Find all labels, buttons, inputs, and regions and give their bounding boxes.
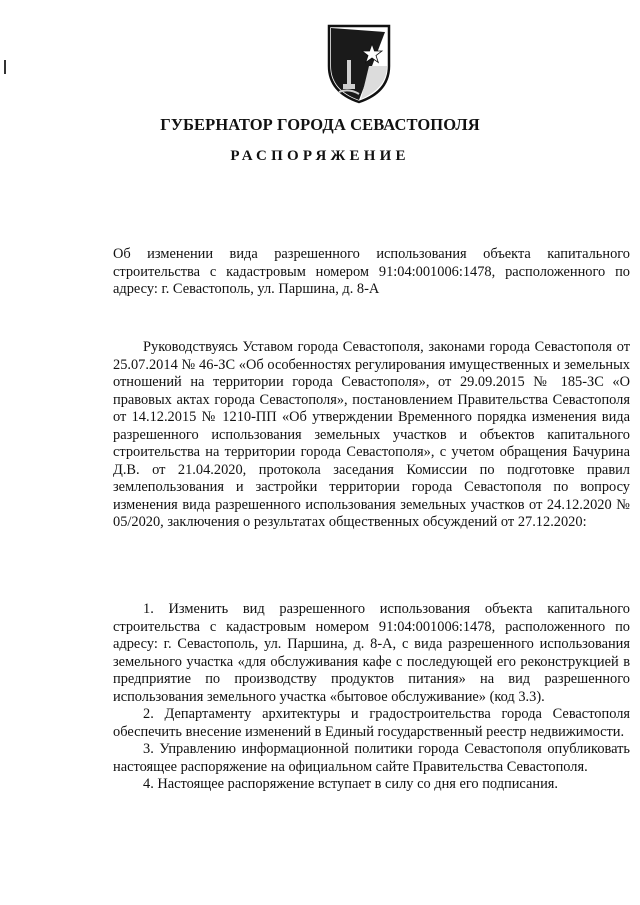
- resolution-item-1: 1. Изменить вид разрешенного использования объекта капитального строительства с кадастровым номером 91:04:001006:1478, расположенного по адресу: г. Севастополь, ул. Паршина, д. 8-А, с вида разрешенного использования земельного участка «для обслуживания кафе с последующей его реконструкцией в предприятие по производству продуктов питания» на вид разрешенного использования земельного участка «бытовое обслуживание» (код 3.3).: [113, 601, 630, 705]
- document-type: РАСПОРЯЖЕНИЕ: [230, 148, 410, 164]
- preamble-block: [113, 339, 630, 532]
- resolution-item-3: 3. Управлению информационной политики города Севастополя опубликовать настоящее распоряжение на официальном сайте Правительства Севастополя.: [113, 741, 630, 775]
- issuer-title: ГУБЕРНАТОР ГОРОДА СЕВАСТОПОЛЯ: [160, 115, 480, 134]
- resolution-items: [113, 601, 630, 794]
- resolution-item-2: 2. Департаменту архитектуры и градостроительства города Севастополя обеспечить внесение изменений в Единый государственный реестр недвижимости.: [113, 706, 630, 740]
- coat-of-arms-emblem: [325, 22, 393, 104]
- scan-edge-mark: [4, 60, 6, 74]
- preamble-text: Руководствуясь Уставом города Севастополя, законами города Севастополя от 25.07.2014 № 46-ЗС «Об особенностях регулирования имущественных и земельных отношений на территории города Севастополя», от 29.09.2015 № 185-ЗС «О правовых актах города Севастополя», постановлением Правительства Севастополя от 14.12.2015 № 1210-ПП «Об утверждении Временного порядка изменения вида разрешенного использования земельных участков и объектов капитального строительства на территории города Севастополя», с учетом обращения Бачурина Д.В. от 21.04.2020, протокола заседания Комиссии по подготовке правил землепользования и застройки территории города Севастополя по вопросу изменения вида разрешенного использования земельных участков от 24.12.2020 № 05/2020, заключения о результатах общественных обсуждений от 27.12.2020:: [113, 339, 630, 530]
- subject-text: Об изменении вида разрешенного использования объекта капитального строительства с кадастровым номером 91:04:001006:1478, расположенного по адресу: г. Севастополь, ул. Паршина, д. 8-А: [113, 246, 630, 297]
- resolution-item-4: 4. Настоящее распоряжение вступает в силу со дня его подписания.: [143, 776, 558, 792]
- subject-block: [113, 246, 630, 299]
